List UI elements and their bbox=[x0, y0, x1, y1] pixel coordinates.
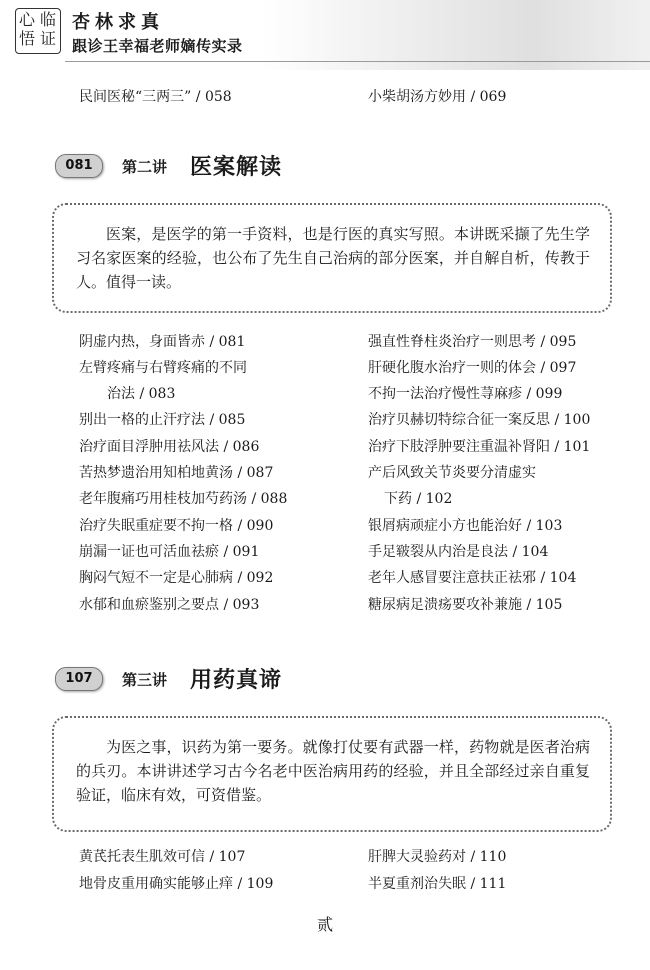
toc-entry-title: 糖尿病足溃疡要攻补兼施 bbox=[368, 597, 522, 613]
header-divider bbox=[65, 61, 650, 62]
running-header bbox=[0, 0, 650, 74]
toc-entry-title: 小柴胡汤方妙用 bbox=[368, 89, 466, 105]
toc-entry-title: 治疗贝赫切特综合征一案反思 bbox=[368, 412, 550, 428]
page-number: 贰 bbox=[316, 915, 333, 934]
toc-entry-page: 104 bbox=[549, 570, 577, 586]
toc-entry-page: 107 bbox=[218, 849, 246, 865]
toc-entry-title: 地骨皮重用确实能够止痒 bbox=[79, 876, 233, 892]
toc-entry-title: 别出一格的止汗疗法 bbox=[79, 412, 205, 428]
toc-entry-page: 109 bbox=[246, 876, 274, 892]
toc-entry-title: 崩漏一证也可活血祛瘀 bbox=[79, 544, 219, 560]
seal-char: 悟 bbox=[19, 29, 36, 48]
toc-entry-title: 水郁和血瘀鉴别之要点 bbox=[79, 597, 219, 613]
toc-entry-page: 103 bbox=[535, 518, 563, 534]
toc-entry[interactable]: 治疗面目浮肿用祛风法 / 086 bbox=[79, 439, 260, 455]
toc-entry[interactable]: 治疗贝赫切特综合征一案反思 / 100 bbox=[368, 412, 591, 428]
toc-entry-page: 099 bbox=[535, 386, 563, 402]
toc-entry-page: 111 bbox=[479, 876, 507, 892]
ink-wash-decoration bbox=[260, 0, 650, 70]
toc-entry-title: 强直性脊柱炎治疗一则思考 bbox=[368, 334, 536, 350]
seal-char: 心 bbox=[19, 10, 36, 29]
seal-char: 临 bbox=[40, 10, 57, 29]
toc-entry[interactable]: 半夏重剂治失眠 / 111 bbox=[368, 876, 507, 892]
section-title: 医案解读 bbox=[190, 154, 283, 180]
section-heading bbox=[55, 150, 615, 184]
toc-entry-page: 104 bbox=[521, 544, 549, 560]
toc-entry-title: 左臂疼痛与右臂疼痛的不同 bbox=[79, 360, 247, 376]
toc-entry-title: 阴虚内热，身面皆赤 bbox=[79, 334, 205, 350]
toc-entry[interactable]: 肝硬化腹水治疗一则的体会 / 097 bbox=[368, 360, 577, 376]
toc-entry-page: 091 bbox=[232, 544, 260, 560]
toc-entry[interactable] bbox=[79, 358, 247, 378]
toc-entry[interactable]: 银屑病顽症小方也能治好 / 103 bbox=[368, 518, 563, 534]
toc-entry-page: 083 bbox=[148, 386, 176, 402]
toc-entry-page: 088 bbox=[260, 491, 288, 507]
toc-entry-page: 095 bbox=[549, 334, 577, 350]
toc-entry-title: 肝硬化腹水治疗一则的体会 bbox=[368, 360, 536, 376]
toc-entry-page: 087 bbox=[246, 465, 274, 481]
toc-entry[interactable]: 肝脾大灵验药对 / 110 bbox=[368, 849, 507, 865]
toc-entry-title: 半夏重剂治失眠 bbox=[368, 876, 466, 892]
toc-entry[interactable]: 民间医秘“三两三” / 058 bbox=[79, 89, 232, 105]
toc-entry-page: 058 bbox=[204, 89, 232, 105]
section-heading bbox=[55, 663, 615, 697]
toc-entry-title: 产后风致关节炎要分清虚实 bbox=[368, 465, 536, 481]
toc-entry-page: 105 bbox=[535, 597, 563, 613]
toc-entry[interactable]: 老年腹痛巧用桂枝加芍药汤 / 088 bbox=[79, 491, 288, 507]
section-title: 用药真谛 bbox=[190, 667, 283, 693]
toc-entry-page: 069 bbox=[479, 89, 507, 105]
toc-entry-page: 081 bbox=[218, 334, 246, 350]
toc-entry-title: 不拘一法治疗慢性荨麻疹 bbox=[368, 386, 522, 402]
book-subtitle: 跟诊王幸福老师嫡传实录 bbox=[72, 37, 243, 55]
section-intro: 医案，是医学的第一手资料，也是行医的真实写照。本讲既采撷了先生学习名家医案的经验，也公布了先生自己治病的部分医案，并自解自析，传教于人。值得一读。 bbox=[76, 225, 590, 291]
section-intro-box bbox=[52, 203, 612, 313]
toc-entry[interactable]: 苦热梦遗治用知柏地黄汤 / 087 bbox=[79, 465, 274, 481]
toc-entry[interactable]: 小柴胡汤方妙用 / 069 bbox=[368, 89, 507, 105]
toc-entry-title: 肝脾大灵验药对 bbox=[368, 849, 466, 865]
toc-entry[interactable]: 治疗失眠重症要不拘一格 / 090 bbox=[79, 518, 274, 534]
toc-entry-page: 102 bbox=[425, 491, 453, 507]
toc-entry[interactable]: 糖尿病足溃疡要攻补兼施 / 105 bbox=[368, 597, 563, 613]
toc-entry[interactable]: 地骨皮重用确实能够止痒 / 109 bbox=[79, 876, 274, 892]
toc-entry-page: 093 bbox=[232, 597, 260, 613]
toc-entry[interactable]: 水郁和血瘀鉴别之要点 / 093 bbox=[79, 597, 260, 613]
toc-entry-title: 手足皲裂从内治是良法 bbox=[368, 544, 508, 560]
toc-entry-page: 085 bbox=[218, 412, 246, 428]
toc-entry[interactable]: 不拘一法治疗慢性荨麻疹 / 099 bbox=[368, 386, 563, 402]
toc-entry[interactable] bbox=[368, 463, 536, 483]
toc-entry-title: 治疗面目浮肿用祛风法 bbox=[79, 439, 219, 455]
toc-entry-title: 老年人感冒要注意扶正祛邪 bbox=[368, 570, 536, 586]
toc-entry[interactable]: 手足皲裂从内治是良法 / 104 bbox=[368, 544, 549, 560]
toc-entry-title: 治疗失眠重症要不拘一格 bbox=[79, 518, 233, 534]
book-title: 杏林求真 bbox=[72, 12, 164, 33]
toc-entry[interactable]: 胸闷气短不一定是心肺病 / 092 bbox=[79, 570, 274, 586]
toc-entry-page: 110 bbox=[479, 849, 507, 865]
toc-entry-title: 黄芪托表生肌效可信 bbox=[79, 849, 205, 865]
section-number: 第二讲 bbox=[122, 158, 168, 176]
toc-entry[interactable]: 黄芪托表生肌效可信 / 107 bbox=[79, 849, 246, 865]
toc-entry-page: 086 bbox=[232, 439, 260, 455]
toc-entry-page: 100 bbox=[563, 412, 591, 428]
toc-entry-continued[interactable]: 治法 / 083 bbox=[107, 386, 176, 402]
toc-entry-title: 胸闷气短不一定是心肺病 bbox=[79, 570, 233, 586]
section-number: 第三讲 bbox=[122, 671, 168, 689]
toc-entry-page: 090 bbox=[246, 518, 274, 534]
toc-entry[interactable]: 阴虚内热，身面皆赤 / 081 bbox=[79, 334, 246, 350]
toc-entry[interactable]: 老年人感冒要注意扶正祛邪 / 104 bbox=[368, 570, 577, 586]
toc-entry-title: 治法 bbox=[107, 386, 135, 402]
toc-entry-continued[interactable]: 下药 / 102 bbox=[384, 491, 453, 507]
section-intro-box bbox=[52, 716, 612, 832]
toc-entry[interactable]: 强直性脊柱炎治疗一则思考 / 095 bbox=[368, 334, 577, 350]
toc-entry[interactable]: 崩漏一证也可活血祛瘀 / 091 bbox=[79, 544, 260, 560]
toc-entry-title: 下药 bbox=[384, 491, 412, 507]
toc-entry-title: 治疗下肢浮肿要注重温补肾阳 bbox=[368, 439, 550, 455]
toc-entry-page: 097 bbox=[549, 360, 577, 376]
toc-entry-page: 092 bbox=[246, 570, 274, 586]
seal-char: 证 bbox=[40, 29, 57, 48]
toc-entry-title: 民间医秘“三两三” bbox=[79, 89, 192, 105]
toc-entry-title: 老年腹痛巧用桂枝加芍药汤 bbox=[79, 491, 247, 507]
toc-entry[interactable]: 治疗下肢浮肿要注重温补肾阳 / 101 bbox=[368, 439, 591, 455]
toc-entry[interactable]: 别出一格的止汗疗法 / 085 bbox=[79, 412, 246, 428]
toc-entry-title: 苦热梦遗治用知柏地黄汤 bbox=[79, 465, 233, 481]
toc-entry-page: 101 bbox=[563, 439, 591, 455]
section-page-badge[interactable]: 107 bbox=[55, 667, 103, 691]
section-intro: 为医之事，识药为第一要务。就像打仗要有武器一样，药物就是医者治病的兵刃。本讲讲述学习古今名老中医治病用药的经验，并且全部经过亲自重复验证，临床有效，可资借鉴。 bbox=[76, 738, 590, 804]
toc-entry-title: 银屑病顽症小方也能治好 bbox=[368, 518, 522, 534]
section-page-badge[interactable]: 081 bbox=[55, 154, 103, 178]
seal-logo bbox=[15, 8, 61, 54]
